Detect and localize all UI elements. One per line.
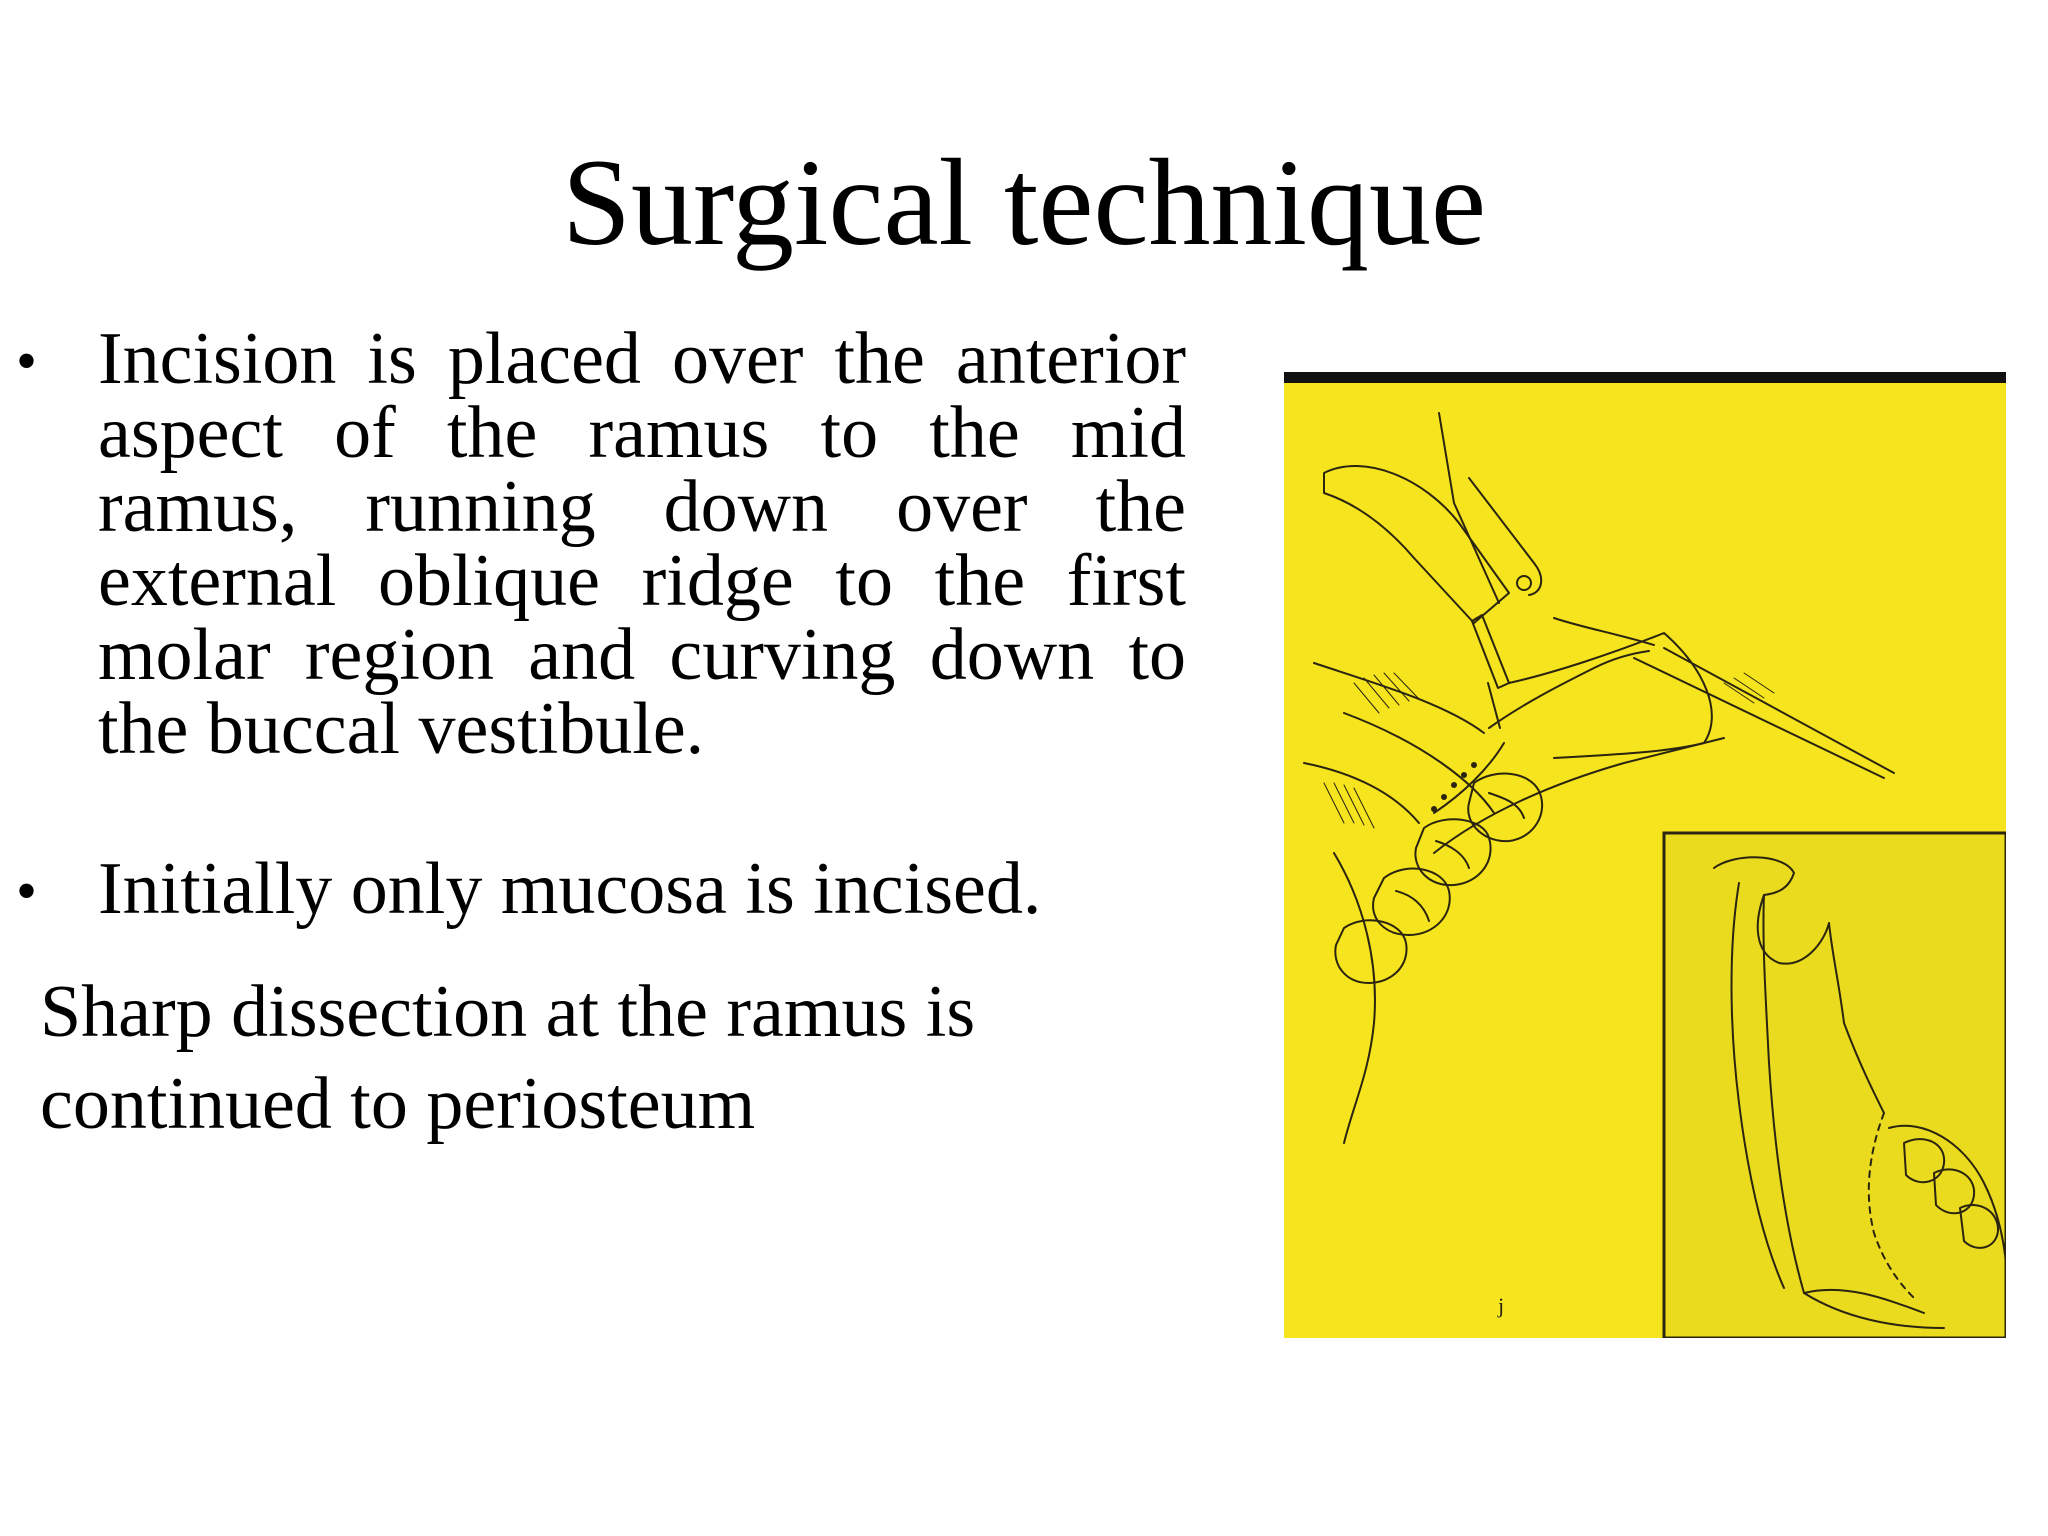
surgical-illustration	[1284, 372, 2006, 1338]
bullet-marker: •	[16, 328, 38, 394]
illustration-drawing	[1284, 383, 2006, 1338]
bullet-marker: •	[16, 858, 38, 924]
slide-title: Surgical technique	[561, 134, 1486, 271]
bullet-text: Incision is placed over the anterior aspect of the ramus to the mid ramus, running down over the external oblique ridge to the first molar region and curving down to the buccal vestibule.	[98, 318, 1186, 770]
bullet-list	[16, 318, 1186, 930]
figure-label: j	[1498, 1293, 1505, 1318]
continuation-line: Sharp dissection at the ramus is	[40, 971, 976, 1053]
figure-top-bar	[1284, 372, 2006, 383]
bullet-text: Initially only mucosa is incised.	[98, 848, 1042, 930]
inset-mandible	[1664, 833, 2006, 1338]
bullet-item	[16, 318, 1186, 770]
continuation-line: continued to periosteum	[40, 1063, 756, 1145]
continuation-text	[40, 966, 1140, 1150]
bullet-item	[16, 848, 1186, 930]
